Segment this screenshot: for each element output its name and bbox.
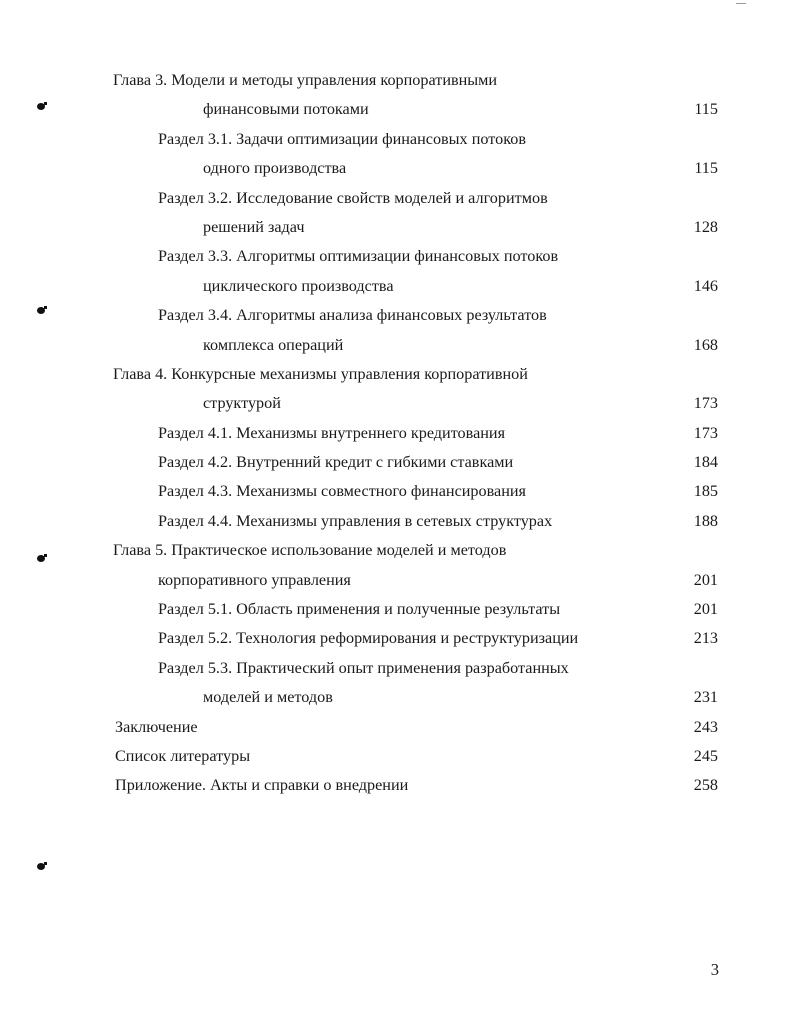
toc-entry-section <box>0 125 791 184</box>
toc-entry-chapter <box>0 360 791 419</box>
toc-line <box>0 536 791 565</box>
toc-title: Раздел 4.1. Механизмы внутреннего кредитования <box>158 423 506 442</box>
toc-entry-section <box>0 624 791 653</box>
toc-entry-chapter <box>0 536 791 595</box>
toc-title: структурой <box>203 394 281 413</box>
toc-line <box>0 213 791 242</box>
toc-line <box>0 95 791 124</box>
toc-line <box>0 184 791 213</box>
toc-page-number: 173 <box>693 394 718 413</box>
toc-page-number: 188 <box>693 511 718 530</box>
toc-entry-section <box>0 477 791 506</box>
toc-entry-section <box>0 301 791 360</box>
toc-page-number: 243 <box>693 717 718 736</box>
toc-line <box>0 301 791 330</box>
toc-line <box>0 507 791 536</box>
toc-page-number: 115 <box>694 100 718 119</box>
toc-line <box>0 331 791 360</box>
toc-line <box>0 477 791 506</box>
toc-title: Глава 3. Модели и методы управления корпоративными <box>113 71 498 89</box>
toc-entry-section <box>0 448 791 477</box>
toc-line <box>0 624 791 653</box>
toc-title: Раздел 5.2. Технология реформирования и реструктуризации <box>158 629 579 648</box>
toc-title: Список литературы <box>115 746 251 765</box>
toc-page-number: 173 <box>693 423 718 442</box>
toc-title: Глава 4. Конкурсные механизмы управления корпоративной <box>113 364 528 383</box>
toc-entry-top <box>0 771 791 800</box>
toc-entry-section <box>0 184 791 243</box>
toc-line <box>0 742 791 771</box>
toc-title: Раздел 4.3. Механизмы совместного финансирования <box>158 482 526 501</box>
toc-title: Раздел 3.4. Алгоритмы анализа финансовых результатов <box>158 306 547 325</box>
toc-line <box>0 154 791 183</box>
toc-page-number: 245 <box>693 746 718 765</box>
toc-page-number: 258 <box>693 776 718 795</box>
toc-line <box>0 242 791 271</box>
scan-artifact-dash <box>736 3 746 4</box>
toc-line <box>0 125 791 154</box>
toc-entry-top <box>0 713 791 742</box>
toc-entry-section <box>0 654 791 713</box>
toc-line <box>0 771 791 800</box>
toc-line <box>0 683 791 712</box>
toc-entry-section <box>0 419 791 448</box>
toc-page-number: 168 <box>693 335 718 354</box>
toc-title: Заключение <box>115 717 198 736</box>
table-of-contents <box>0 66 791 801</box>
toc-entry-section <box>0 595 791 624</box>
toc-title: корпоративного управления <box>158 570 351 589</box>
toc-line <box>0 654 791 683</box>
toc-title: одного производства <box>203 159 347 178</box>
toc-line <box>0 66 791 95</box>
toc-title: Раздел 4.2. Внутренний кредит с гибкими ставками <box>158 453 514 472</box>
toc-line <box>0 360 791 389</box>
toc-title: Раздел 3.1. Задачи оптимизации финансовых потоков <box>158 129 526 148</box>
toc-line <box>0 566 791 595</box>
toc-title: Раздел 4.4. Механизмы управления в сетевых структурах <box>158 511 553 530</box>
toc-page-number: 184 <box>693 453 718 472</box>
toc-line <box>0 448 791 477</box>
toc-title: Приложение. Акты и справки о внедрении <box>115 776 409 795</box>
toc-line <box>0 389 791 418</box>
toc-entry-section <box>0 507 791 536</box>
toc-entry-chapter <box>0 66 791 125</box>
page-number: 3 <box>710 960 719 979</box>
toc-line <box>0 272 791 301</box>
toc-page-number: 128 <box>693 217 718 236</box>
toc-title: Глава 5. Практическое использование моделей и методов <box>113 541 507 560</box>
toc-title: Раздел 5.1. Область применения и полученные результаты <box>158 600 561 619</box>
toc-title: решений задач <box>203 217 305 236</box>
toc-title: Раздел 3.2. Исследование свойств моделей и алгоритмов <box>158 188 548 207</box>
toc-title: комплекса операций <box>203 335 344 354</box>
toc-entry-top <box>0 742 791 771</box>
binder-hole-mark <box>37 862 46 871</box>
toc-title: финансовыми потоками <box>203 100 369 119</box>
toc-page-number: 231 <box>693 688 718 707</box>
toc-page-number: 185 <box>693 482 718 501</box>
toc-line <box>0 713 791 742</box>
toc-page-number: 146 <box>693 276 718 295</box>
toc-line <box>0 419 791 448</box>
toc-title: моделей и методов <box>203 688 333 707</box>
toc-title: циклического производства <box>203 276 394 295</box>
toc-title: Раздел 3.3. Алгоритмы оптимизации финансовых потоков <box>158 247 559 266</box>
toc-entry-section <box>0 242 791 301</box>
toc-page-number: 213 <box>693 629 718 648</box>
toc-line <box>0 595 791 624</box>
toc-title: Раздел 5.3. Практический опыт применения разработанных <box>158 658 569 677</box>
toc-page-number: 201 <box>693 570 718 589</box>
toc-page-number: 115 <box>694 159 718 178</box>
toc-page-number: 201 <box>693 600 718 619</box>
